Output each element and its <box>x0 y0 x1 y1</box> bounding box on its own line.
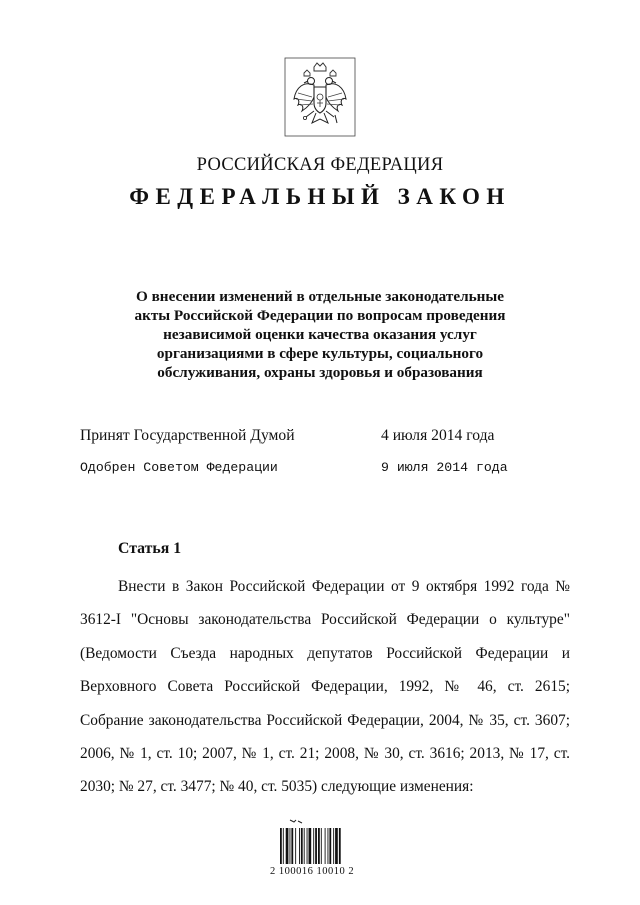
approval-label: Одобрен Советом Федерации <box>80 460 278 475</box>
barcode-bar <box>339 828 341 864</box>
barcode-icon <box>272 818 372 868</box>
barcode-bar <box>318 828 320 864</box>
barcode-bar <box>307 828 308 864</box>
article-heading: Статья 1 <box>118 540 182 557</box>
barcode-bar <box>329 828 331 864</box>
law-title-line: О внесении изменений в отдельные законодательные <box>136 288 504 305</box>
barcode-bar <box>291 828 293 864</box>
document-type: ФЕДЕРАЛЬНЫЙ ЗАКОН <box>129 184 511 209</box>
barcode-number: 2 100016 10010 2 <box>270 866 355 877</box>
barcode-bar <box>313 828 314 864</box>
barcode-bar <box>309 828 312 864</box>
approval-label: Принят Государственной Думой <box>80 427 295 444</box>
russian-coat-of-arms-icon <box>284 57 356 137</box>
barcode-bar <box>301 828 303 864</box>
barcode-bar <box>325 828 326 864</box>
approval-federation-council <box>80 460 508 475</box>
approval-date: 4 июля 2014 года <box>381 427 495 444</box>
article-body <box>80 570 570 804</box>
barcode-bar <box>286 828 289 864</box>
approval-duma <box>80 427 495 445</box>
barcode-bar <box>333 828 334 864</box>
barcode-bar <box>321 828 322 864</box>
barcode-bar <box>335 828 338 864</box>
law-title <box>130 287 510 382</box>
barcode-bar <box>295 828 296 864</box>
article-paragraph: Внести в Закон Российской Федерации от 9 октября 1992 года № 3612-I "Основы законодательства Российской Федерации о культуре" (Ведомости Съезда народных депутатов Российской Федерации и Верховного Совета Российской Федерации, 1992, № 46, ст. 2615; Собрание законодательства Российской Федерации, 2004, № 35, ст. 3607; 2006, № 1, ст. 10; 2007, № 1, ст. 21; 2008, № 30, ст. 3616; 2013, № 17, ст. 2030; № 27, ст. 3477; № 40, ст. 5035) следующие изменения: <box>80 578 570 796</box>
law-title-line: обслуживания, охраны здоровья и образования <box>157 364 483 381</box>
law-title-line: организациями в сфере культуры, социального <box>156 345 484 362</box>
barcode-bar <box>328 828 329 864</box>
barcode-bar <box>283 828 284 864</box>
barcode-bar <box>280 828 282 864</box>
country-name: РОССИЙСКАЯ ФЕДЕРАЦИЯ <box>196 155 444 175</box>
law-title-line: независимой оценки качества оказания услуг <box>163 326 477 343</box>
barcode-bar <box>299 828 300 864</box>
barcode-bar <box>315 828 317 864</box>
law-title-line: акты Российской Федерации по вопросам проведения <box>134 307 506 324</box>
barcode-bar <box>304 828 305 864</box>
approval-date: 9 июля 2014 года <box>381 460 508 475</box>
barcode-bar <box>290 828 291 864</box>
